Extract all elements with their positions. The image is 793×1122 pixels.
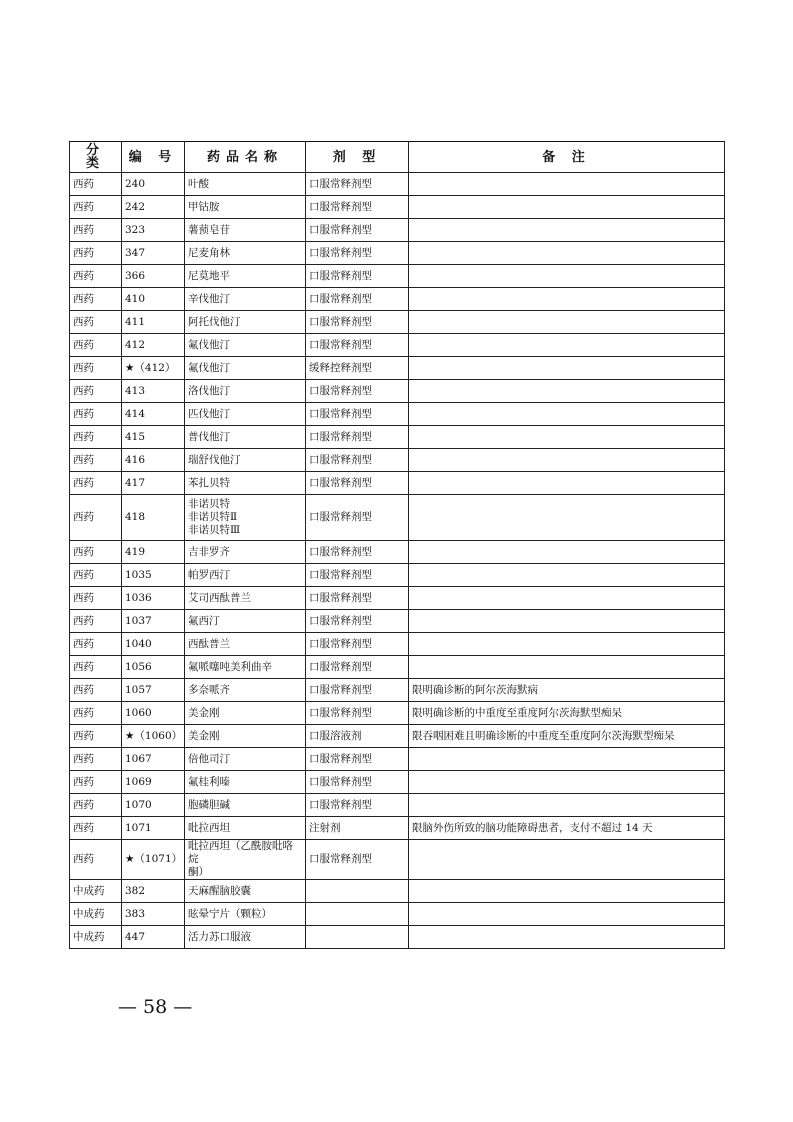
cell-category: 中成药 (70, 926, 122, 949)
cell-dosage-form: 口服常释剂型 (306, 771, 409, 794)
table-row (70, 926, 725, 949)
cell-dosage-form: 口服常释剂型 (306, 334, 409, 357)
cell-drug-name (185, 903, 306, 926)
drug-name-line: 吡拉西坦 (188, 821, 230, 834)
drug-name-line: 苯扎贝特 (188, 476, 230, 489)
cell-category: 西药 (70, 173, 122, 196)
cell-remarks (409, 219, 725, 242)
cell-number: 382 (122, 880, 185, 903)
cell-category: 西药 (70, 633, 122, 656)
cell-dosage-form: 口服常释剂型 (306, 564, 409, 587)
cell-category: 西药 (70, 748, 122, 771)
drug-name-line: 帕罗西汀 (188, 568, 230, 581)
drug-name-line: 倍他司汀 (188, 752, 230, 765)
cell-drug-name (185, 794, 306, 817)
cell-number: 1056 (122, 656, 185, 679)
cell-dosage-form: 口服常释剂型 (306, 403, 409, 426)
cell-dosage-form: 口服常释剂型 (306, 449, 409, 472)
cell-remarks (409, 288, 725, 311)
cell-dosage-form: 口服常释剂型 (306, 541, 409, 564)
cell-remarks (409, 541, 725, 564)
cell-drug-name (185, 334, 306, 357)
cell-drug-name (185, 679, 306, 702)
cell-remarks (409, 357, 725, 380)
cell-dosage-form: 口服溶液剂 (306, 725, 409, 748)
cell-number: 1060 (122, 702, 185, 725)
cell-category: 西药 (70, 541, 122, 564)
table-row (70, 242, 725, 265)
cell-drug-name (185, 817, 306, 840)
cell-drug-name (185, 495, 306, 541)
cell-drug-name (185, 541, 306, 564)
cell-remarks (409, 610, 725, 633)
table-row (70, 541, 725, 564)
cell-drug-name (185, 173, 306, 196)
cell-category: 西药 (70, 472, 122, 495)
table-row (70, 679, 725, 702)
cell-dosage-form: 口服常释剂型 (306, 472, 409, 495)
cell-remarks (409, 880, 725, 903)
table-row (70, 380, 725, 403)
table-row (70, 840, 725, 880)
cell-dosage-form: 缓释控释剂型 (306, 357, 409, 380)
cell-remarks (409, 794, 725, 817)
cell-number: 240 (122, 173, 185, 196)
drug-name-line: 尼莫地平 (188, 269, 230, 282)
cell-remarks (409, 426, 725, 449)
cell-number: 414 (122, 403, 185, 426)
drug-name-line: 西酞普兰 (188, 637, 230, 650)
table-row (70, 587, 725, 610)
table-row (70, 495, 725, 541)
cell-remarks (409, 587, 725, 610)
cell-dosage-form: 口服常释剂型 (306, 242, 409, 265)
cell-remarks: 限脑外伤所致的脑功能障碍患者，支付不超过 14 天 (409, 817, 725, 840)
cell-category: 西药 (70, 771, 122, 794)
cell-dosage-form: 口服常释剂型 (306, 840, 409, 880)
cell-remarks (409, 334, 725, 357)
cell-dosage-form: 口服常释剂型 (306, 426, 409, 449)
drug-name-line: 非诺贝特 (188, 498, 230, 510)
cell-number: ★（1071） (122, 840, 185, 880)
cell-remarks (409, 380, 725, 403)
cell-category: 西药 (70, 564, 122, 587)
cell-number: 1071 (122, 817, 185, 840)
cell-number: 418 (122, 495, 185, 541)
drug-name-line: 瑞舒伐他汀 (188, 453, 241, 466)
cell-category: 西药 (70, 587, 122, 610)
cell-remarks (409, 242, 725, 265)
drug-name-line: 天麻醒脑胶囊 (188, 884, 251, 897)
cell-number: 417 (122, 472, 185, 495)
cell-number: 1057 (122, 679, 185, 702)
cell-category: 西药 (70, 449, 122, 472)
cell-category: 西药 (70, 794, 122, 817)
table-row (70, 771, 725, 794)
cell-number: 1035 (122, 564, 185, 587)
cell-category: 西药 (70, 288, 122, 311)
header-remarks: 备 注 (409, 142, 725, 173)
table-row (70, 196, 725, 219)
cell-category: 西药 (70, 196, 122, 219)
cell-category: 西药 (70, 725, 122, 748)
table-row (70, 449, 725, 472)
cell-drug-name (185, 265, 306, 288)
cell-category: 西药 (70, 817, 122, 840)
cell-category: 西药 (70, 495, 122, 541)
cell-drug-name (185, 196, 306, 219)
drug-name-line: 氟西汀 (188, 614, 220, 627)
cell-number: 1067 (122, 748, 185, 771)
table-row (70, 219, 725, 242)
cell-dosage-form: 口服常释剂型 (306, 265, 409, 288)
drug-name-line: 氟桂利嗪 (188, 775, 230, 788)
header-number: 编 号 (122, 142, 185, 173)
cell-number: 323 (122, 219, 185, 242)
cell-dosage-form: 口服常释剂型 (306, 311, 409, 334)
cell-dosage-form: 口服常释剂型 (306, 610, 409, 633)
cell-number: 242 (122, 196, 185, 219)
cell-remarks (409, 903, 725, 926)
cell-drug-name (185, 403, 306, 426)
drug-name-line: 辛伐他汀 (188, 292, 230, 305)
drug-name-line: 洛伐他汀 (188, 384, 230, 397)
table-header-row (70, 142, 725, 173)
cell-remarks (409, 564, 725, 587)
cell-category: 西药 (70, 265, 122, 288)
cell-remarks (409, 771, 725, 794)
cell-remarks (409, 173, 725, 196)
cell-category: 中成药 (70, 880, 122, 903)
cell-number: 1070 (122, 794, 185, 817)
cell-remarks: 限明确诊断的中重度至重度阿尔茨海默型痴呆 (409, 702, 725, 725)
cell-remarks (409, 449, 725, 472)
drug-name-line: 阿托伐他汀 (188, 315, 241, 328)
cell-category: 西药 (70, 311, 122, 334)
cell-remarks (409, 840, 725, 880)
cell-remarks (409, 472, 725, 495)
cell-drug-name (185, 748, 306, 771)
drug-name-line: 氟哌噻吨美利曲辛 (188, 660, 272, 673)
cell-dosage-form: 口服常释剂型 (306, 587, 409, 610)
table-row (70, 656, 725, 679)
cell-drug-name (185, 472, 306, 495)
cell-number: ★（412） (122, 357, 185, 380)
cell-remarks: 限吞咽困难且明确诊断的中重度至重度阿尔茨海默型痴呆 (409, 725, 725, 748)
drug-name-line: 普伐他汀 (188, 430, 230, 443)
cell-category: 西药 (70, 702, 122, 725)
cell-remarks (409, 748, 725, 771)
cell-dosage-form: 口服常释剂型 (306, 288, 409, 311)
table-row (70, 311, 725, 334)
table-row (70, 794, 725, 817)
drug-name-line: 吉非罗齐 (188, 545, 230, 558)
cell-number: ★（1060） (122, 725, 185, 748)
cell-drug-name (185, 449, 306, 472)
table-row (70, 288, 725, 311)
cell-number: 1037 (122, 610, 185, 633)
drug-name-line: 多奈哌齐 (188, 683, 230, 696)
cell-dosage-form: 口服常释剂型 (306, 173, 409, 196)
cell-category: 西药 (70, 840, 122, 880)
table-row (70, 403, 725, 426)
drug-name-line: 叶酸 (188, 177, 209, 190)
drug-name-line: 吡拉西坦（乙酰胺吡咯烷 (188, 840, 293, 865)
table-row (70, 173, 725, 196)
table-row (70, 357, 725, 380)
cell-category: 西药 (70, 426, 122, 449)
drug-name-line: 甲钴胺 (188, 200, 220, 213)
table-row (70, 426, 725, 449)
drug-name-line: 非诺贝特Ⅱ (188, 511, 238, 523)
cell-category: 西药 (70, 380, 122, 403)
cell-drug-name (185, 725, 306, 748)
cell-drug-name (185, 926, 306, 949)
cell-remarks (409, 265, 725, 288)
cell-dosage-form: 口服常释剂型 (306, 656, 409, 679)
cell-dosage-form: 口服常释剂型 (306, 380, 409, 403)
cell-dosage-form: 口服常释剂型 (306, 633, 409, 656)
cell-category: 西药 (70, 679, 122, 702)
cell-remarks (409, 926, 725, 949)
drug-name-line: 尼麦角林 (188, 246, 230, 259)
cell-category: 西药 (70, 219, 122, 242)
cell-number: 410 (122, 288, 185, 311)
cell-category: 西药 (70, 242, 122, 265)
drug-name-line: 眩晕宁片（颗粒） (188, 907, 272, 920)
drug-name-line: 匹伐他汀 (188, 407, 230, 420)
cell-number: 412 (122, 334, 185, 357)
cell-number: 416 (122, 449, 185, 472)
table-row (70, 702, 725, 725)
table-row (70, 748, 725, 771)
cell-remarks (409, 311, 725, 334)
cell-drug-name (185, 880, 306, 903)
cell-number: 1069 (122, 771, 185, 794)
drug-name-line: 氟伐他汀 (188, 338, 230, 351)
drug-name-line: 活力苏口服液 (188, 930, 251, 943)
table-row (70, 334, 725, 357)
table-row (70, 610, 725, 633)
cell-remarks: 限明确诊断的阿尔茨海默病 (409, 679, 725, 702)
cell-category: 西药 (70, 610, 122, 633)
drug-name-line: 美金刚 (188, 706, 220, 719)
table-body (70, 173, 725, 949)
cell-number: 447 (122, 926, 185, 949)
cell-category: 西药 (70, 656, 122, 679)
table-row (70, 725, 725, 748)
cell-dosage-form: 口服常释剂型 (306, 495, 409, 541)
cell-number: 347 (122, 242, 185, 265)
cell-dosage-form: 注射剂 (306, 817, 409, 840)
cell-number: 1036 (122, 587, 185, 610)
cell-number: 383 (122, 903, 185, 926)
cell-dosage-form: 口服常释剂型 (306, 702, 409, 725)
cell-dosage-form (306, 903, 409, 926)
drug-name-line: 酮） (188, 866, 209, 878)
cell-drug-name (185, 242, 306, 265)
cell-drug-name (185, 426, 306, 449)
cell-number: 1040 (122, 633, 185, 656)
table-row (70, 817, 725, 840)
cell-drug-name (185, 840, 306, 880)
drug-name-line: 氟伐他汀 (188, 361, 230, 374)
table-row (70, 472, 725, 495)
table-row (70, 903, 725, 926)
cell-drug-name (185, 311, 306, 334)
cell-number: 419 (122, 541, 185, 564)
cell-drug-name (185, 610, 306, 633)
cell-dosage-form (306, 880, 409, 903)
cell-dosage-form: 口服常释剂型 (306, 196, 409, 219)
cell-remarks (409, 495, 725, 541)
cell-drug-name (185, 564, 306, 587)
cell-dosage-form: 口服常释剂型 (306, 748, 409, 771)
cell-category: 西药 (70, 334, 122, 357)
cell-dosage-form: 口服常释剂型 (306, 679, 409, 702)
table-row (70, 880, 725, 903)
cell-drug-name (185, 656, 306, 679)
cell-drug-name (185, 380, 306, 403)
table-row (70, 564, 725, 587)
cell-drug-name (185, 702, 306, 725)
drug-name-line: 美金刚 (188, 729, 220, 742)
cell-number: 415 (122, 426, 185, 449)
cell-number: 366 (122, 265, 185, 288)
cell-drug-name (185, 357, 306, 380)
cell-drug-name (185, 587, 306, 610)
drug-name-line: 胞磷胆碱 (188, 798, 230, 811)
cell-remarks (409, 196, 725, 219)
cell-dosage-form: 口服常释剂型 (306, 794, 409, 817)
drug-name-line: 薯蓣皂苷 (188, 223, 230, 236)
cell-category: 中成药 (70, 903, 122, 926)
cell-remarks (409, 633, 725, 656)
cell-drug-name (185, 288, 306, 311)
cell-category: 西药 (70, 357, 122, 380)
cell-number: 411 (122, 311, 185, 334)
cell-drug-name (185, 219, 306, 242)
cell-drug-name (185, 633, 306, 656)
cell-dosage-form: 口服常释剂型 (306, 219, 409, 242)
table-row (70, 265, 725, 288)
cell-dosage-form (306, 926, 409, 949)
cell-number: 413 (122, 380, 185, 403)
cell-category: 西药 (70, 403, 122, 426)
cell-drug-name (185, 771, 306, 794)
table-row (70, 633, 725, 656)
header-dosage-form: 剂 型 (306, 142, 409, 173)
cell-remarks (409, 656, 725, 679)
drug-list-table (69, 141, 725, 949)
header-category: 分 类 (70, 142, 122, 173)
header-drug-name: 药品名称 (185, 142, 306, 173)
page-number: — 58 — (118, 996, 193, 1018)
cell-remarks (409, 403, 725, 426)
drug-name-line: 艾司西酞普兰 (188, 591, 251, 604)
drug-name-line: 非诺贝特Ⅲ (188, 524, 241, 536)
